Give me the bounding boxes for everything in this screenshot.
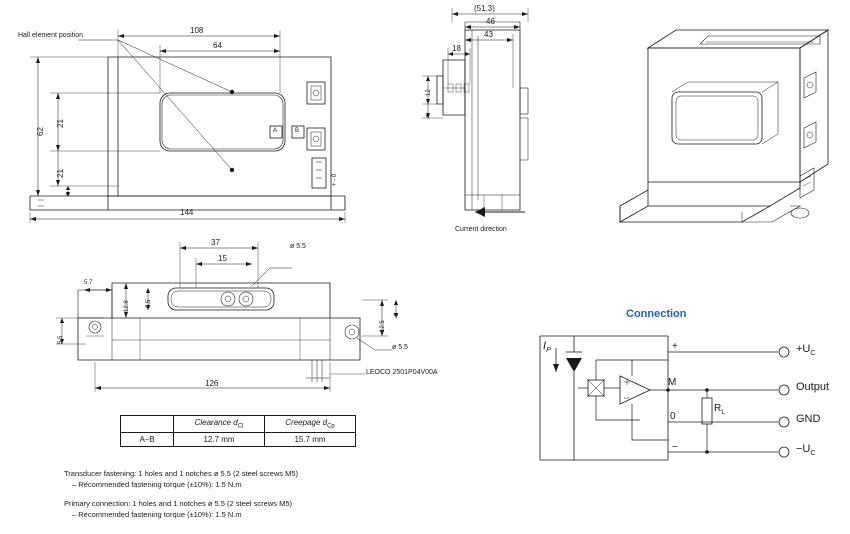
dim-37-label: 37: [211, 238, 220, 247]
dim-43-label: 43: [484, 30, 493, 39]
dim-126-label: 126: [205, 379, 219, 388]
marker-b-label: B: [295, 128, 300, 134]
dim-12-side-label: 12: [426, 89, 432, 96]
note-transducer-torque: – Recommended fastening torque (±10%): 1.5 N.m: [72, 480, 242, 489]
connection-title: Connection: [626, 308, 687, 320]
dia-5-5-bottom-label: ø 5.5: [392, 344, 408, 351]
clearance-creepage-table: [120, 415, 356, 447]
dim-5-5-left-label: 5.5: [146, 299, 152, 308]
note-primary-torque: – Recommended fastening torque (±10%): 1.5 N.m: [72, 510, 242, 519]
terminal-uc-minus-label: $-U_C$: [796, 443, 816, 458]
notes-spacer: [64, 490, 298, 498]
dia-5-5-top-label: ø 5.5: [290, 243, 306, 250]
current-direction-label: Current direction: [455, 226, 507, 233]
measure-node-label: M: [668, 377, 677, 388]
dim-4-label: 4: [66, 192, 72, 196]
terminal-output-label: Output: [796, 381, 830, 393]
terminal-gnd-label: GND: [796, 413, 821, 425]
dim-15-label: 15: [218, 254, 227, 263]
dim-108-label: 108: [190, 26, 204, 35]
primary-current-label: $I_P$: [543, 340, 551, 355]
dim-8-label: 8: [394, 312, 400, 316]
dim-18-label: 18: [452, 44, 461, 53]
table-cell-ab: A–B: [121, 432, 174, 446]
dim-51-3-label: (51.3): [474, 4, 495, 13]
hall-element-position-label: Hall element position: [18, 32, 83, 39]
table-cell-clearance: 12.7 mm: [174, 432, 265, 446]
zero-node-label: 0: [670, 411, 676, 422]
table-header-blank: [121, 416, 174, 433]
table-header-creepage: Creepage $d_{Cp}$: [265, 416, 356, 433]
note-primary-connection: Primary connection: 1 holes and 1 notches ø 5.5 (2 steel screws M5): [64, 499, 293, 508]
dim-64-label: 64: [213, 41, 222, 50]
pin-markings-label: + - 0: [332, 173, 338, 186]
table-row: [121, 432, 356, 446]
terminal-uc-plus-label: $+U_C$: [796, 343, 816, 358]
table-header-row: [121, 416, 356, 433]
plus-node-label: +: [672, 341, 678, 352]
notes-block: [64, 468, 298, 520]
note-transducer-fastening: Transducer fastening: 1 holes and 1 notches ø 5.5 (2 steel screws M5): [64, 469, 299, 478]
connector-type-label: LEOCO 2501P04V00A: [366, 369, 438, 376]
dim-21-lower-label: 21: [56, 169, 65, 178]
minus-node-label: −: [672, 442, 678, 453]
table-header-clearance: Clearance $d_{Cl}$: [174, 416, 265, 433]
dim-5-7-label: 5.7: [84, 280, 93, 286]
dim-5-5-far-left-label: 5.5: [58, 335, 64, 344]
dim-21-upper-label: 21: [56, 119, 65, 128]
dim-144-label: 144: [180, 208, 194, 217]
dim-46-label: 46: [486, 17, 495, 26]
dim-4-side-label: 4: [426, 114, 432, 118]
marker-a-label: A: [273, 128, 278, 134]
table-cell-creepage: 15.7 mm: [265, 432, 356, 446]
dim-62-label: 62: [36, 127, 45, 136]
dim-12-5-label: 12.5: [380, 320, 386, 332]
load-resistor-label: $R_L$: [714, 403, 726, 416]
dim-12-8-label: 12.8: [124, 300, 130, 312]
